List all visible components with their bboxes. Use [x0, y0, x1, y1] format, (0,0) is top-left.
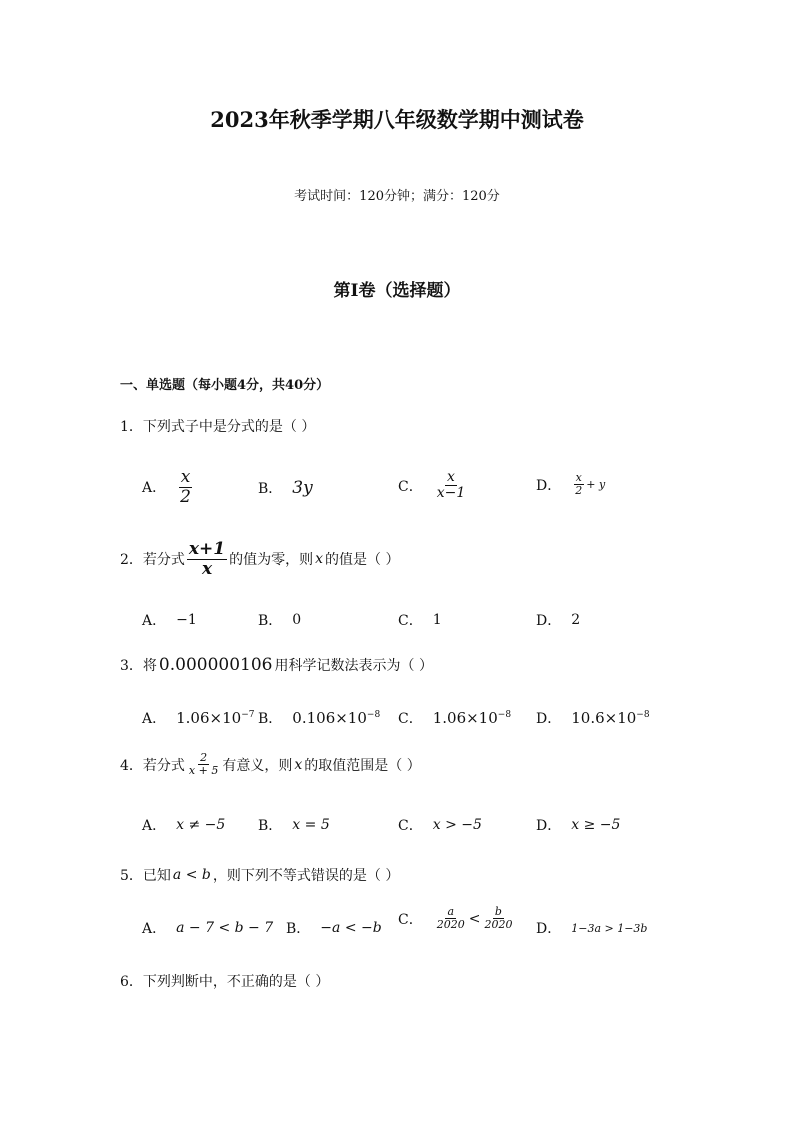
q3-option-a[interactable]: A． $1.06\times 10^{-7}$ — [142, 709, 255, 727]
section-heading: 一、单选题（每小题4分，共40分） — [120, 378, 330, 393]
option-label: D． — [536, 477, 562, 494]
expression-tail: + y — [586, 478, 606, 492]
q3-option-d[interactable]: D． $10.6\times 10^{-8}$ — [536, 709, 650, 727]
q4-option-d[interactable]: D． x ≥ −5 — [536, 817, 621, 834]
q2-option-d[interactable]: D． 2 — [536, 612, 581, 629]
q2-option-b[interactable]: B． 0 — [258, 612, 302, 629]
question-3-stem: 3．将 0.000000106 用科学记数法表示为（ ） — [120, 655, 433, 675]
fraction: $\frac{x}{2}$ — [575, 471, 583, 498]
q3-option-b[interactable]: B． $0.106\times 10^{-8}$ — [258, 709, 381, 727]
question-1-stem: 1．下列式子中是分式的是（ ） — [120, 419, 316, 435]
q1-option-c[interactable] — [398, 470, 469, 502]
exam-info: 考试时间：120分钟；满分：120分 — [294, 189, 500, 204]
q5-option-a[interactable]: A． a − 7 < b − 7 — [142, 920, 274, 937]
fraction: $\frac{x}{x-1}$ — [436, 469, 466, 502]
q1-option-a[interactable] — [142, 468, 195, 506]
question-4-stem: 4．若分式 $\frac{2}{x + 5}$ 有意义，则 x 的取值范围是（ ） — [120, 751, 421, 778]
q4-option-a[interactable]: A． x ≠ −5 — [142, 817, 226, 834]
q5-option-b[interactable]: B． −a < −b — [286, 920, 382, 937]
fraction: $\frac{x}{2}$ — [180, 467, 191, 507]
q5-option-c[interactable]: C． $\frac{a}{2020}$ < $\frac{b}{2020}$ — [398, 905, 513, 932]
option-label: B． — [258, 481, 283, 497]
q3-option-c[interactable]: C． $1.06\times 10^{-8}$ — [398, 709, 512, 727]
fraction: $\frac{2}{x + 5}$ — [188, 751, 219, 778]
exam-title: 2023年秋季学期八年级数学期中测试卷 — [210, 107, 584, 132]
fraction: $\frac{x+1}{x}$ — [188, 539, 226, 579]
expression: 3y — [292, 478, 313, 498]
volume-heading: 第Ⅰ卷（选择题） — [333, 281, 461, 301]
q5-option-d[interactable]: D． 1−3a > 1−3b — [536, 921, 648, 937]
option-label: A． — [142, 480, 167, 497]
question-6-stem: 6．下列判断中，不正确的是（ ） — [120, 974, 330, 990]
q1-option-b[interactable] — [258, 478, 313, 498]
q2-option-a[interactable]: A． −1 — [142, 612, 197, 629]
option-label: C． — [398, 478, 423, 495]
q4-option-c[interactable]: C． x > −5 — [398, 817, 482, 834]
fraction: $\frac{a}{2020}$ — [436, 905, 465, 932]
q4-option-b[interactable]: B． x = 5 — [258, 817, 330, 834]
q2-option-c[interactable]: C． 1 — [398, 612, 442, 629]
question-2-stem: 2．若分式 $\frac{x+1}{x}$ 的值为零，则 x 的值是（ ） — [120, 539, 400, 579]
q1-option-d[interactable] — [536, 472, 605, 497]
fraction: $\frac{b}{2020}$ — [484, 905, 513, 932]
question-5-stem: 5．已知 a < b ，则下列不等式错误的是（ ） — [120, 867, 400, 884]
